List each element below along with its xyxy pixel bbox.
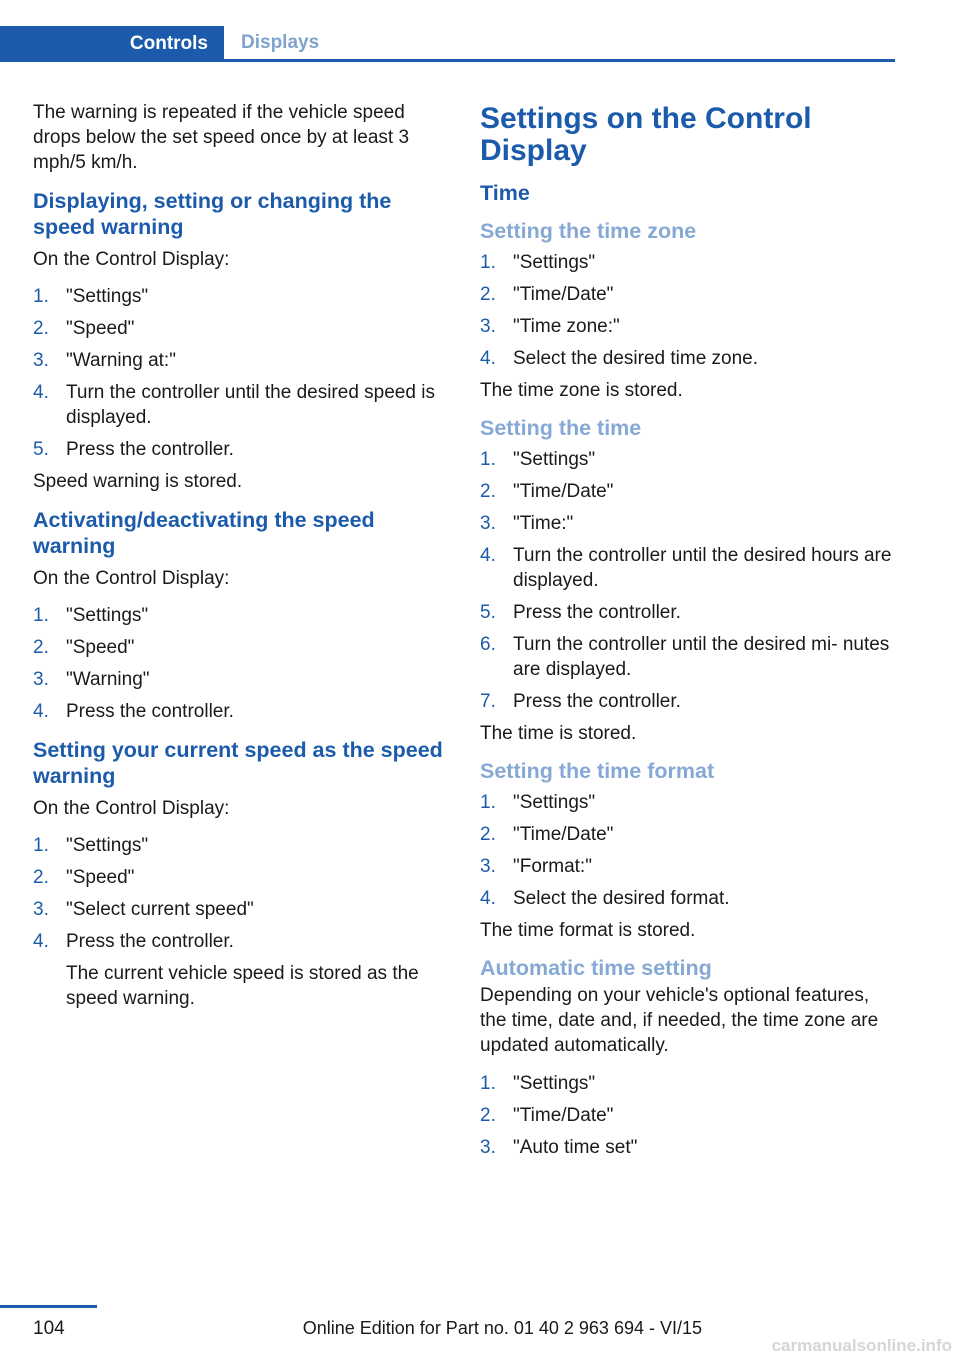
step-note: The current vehicle speed is stored as the speed warning. [66,963,419,1009]
result-text: The time zone is stored. [480,380,683,401]
section-lead: Depending on your vehicle's optional features, the time, date and, if needed, the time zone are updated automatically. [480,985,879,1056]
result-text: The time is stored. [480,723,637,744]
list-item: 7. Press the controller. [480,691,681,712]
list-item: 1. "Settings" [33,286,149,307]
steps-list [33,603,443,724]
steps-list [480,447,900,714]
list-item: 3. "Time:" [480,513,574,534]
steps-list [480,790,900,911]
list-item: 6. Turn the controller until the desired mi‐ nutes are displayed. [480,634,890,680]
list-item: 1. "Settings" [480,252,596,273]
list-item: 3. "Time zone:" [480,316,620,337]
left-column [33,100,443,1018]
list-item: 2. "Time/Date" [480,1105,614,1126]
list-item: 1. "Settings" [480,792,596,813]
page-header [0,26,895,62]
header-rule [0,59,895,62]
section-heading: Displaying, setting or changing the speed warning [33,189,392,239]
list-item: 4. Select the desired time zone. [480,348,759,369]
steps-list [480,250,900,371]
list-item: 1. "Settings" [480,1073,596,1094]
topic-heading: Setting the time zone [480,219,697,243]
tab-displays[interactable]: Displays [241,31,320,53]
section-heading: Activating/deactivating the speed warning [33,508,375,558]
steps-list [33,833,443,1011]
list-item: 4. Turn the controller until the desired hours are displayed. [480,545,892,591]
watermark: carmanualsonline.info [771,1336,952,1355]
list-item: 4. Press the controller. [33,701,234,722]
list-item: 2. "Time/Date" [480,481,614,502]
tab-controls[interactable]: Controls [0,26,224,62]
topic-heading: Setting the time [480,416,642,440]
list-item: 3. "Auto time set" [480,1137,638,1158]
list-item: 1. "Settings" [480,449,596,470]
section-lead: On the Control Display: [33,798,230,819]
result-text: Speed warning is stored. [33,471,243,492]
steps-list [33,284,443,462]
subsection-title: Time [480,181,530,205]
page-title: Settings on the Control Display [480,102,812,167]
footer-rule [0,1305,97,1308]
steps-list [480,1071,900,1160]
list-item: 2. "Time/Date" [480,284,614,305]
list-item: 2. "Speed" [33,318,135,339]
list-item: 2. "Speed" [33,637,135,658]
list-item: 2. "Speed" [33,867,135,888]
intro-paragraph: The warning is repeated if the vehicle speed drops below the set speed once by at least 3 mph/5 km/h. [33,102,410,173]
section-heading: Setting your current speed as the speed warning [33,738,443,788]
topic-heading: Automatic time setting [480,956,712,980]
list-item: 3. "Warning" [33,669,150,690]
list-item: 1. "Settings" [33,605,149,626]
list-item: 4. Press the controller. The current vehicle speed is stored as the speed warning. [33,929,443,1011]
result-text: The time format is stored. [480,920,696,941]
list-item: 5. Press the controller. [480,602,681,623]
section-lead: On the Control Display: [33,249,230,270]
section-lead: On the Control Display: [33,568,230,589]
right-column [480,100,900,1167]
list-item: 4. Turn the controller until the desired speed is displayed. [33,382,435,428]
list-item: 2. "Time/Date" [480,824,614,845]
list-item: 3. "Format:" [480,856,592,877]
list-item: 4. Select the desired format. [480,888,730,909]
page-number: 104 [33,1318,65,1339]
edition-note: Online Edition for Part no. 01 40 2 963 694 - VI/15 [302,1318,702,1338]
list-item: 3. "Select current speed" [33,899,254,920]
list-item: 3. "Warning at:" [33,350,176,371]
list-item: 1. "Settings" [33,835,149,856]
topic-heading: Setting the time format [480,759,715,783]
list-item: 5. Press the controller. [33,439,234,460]
